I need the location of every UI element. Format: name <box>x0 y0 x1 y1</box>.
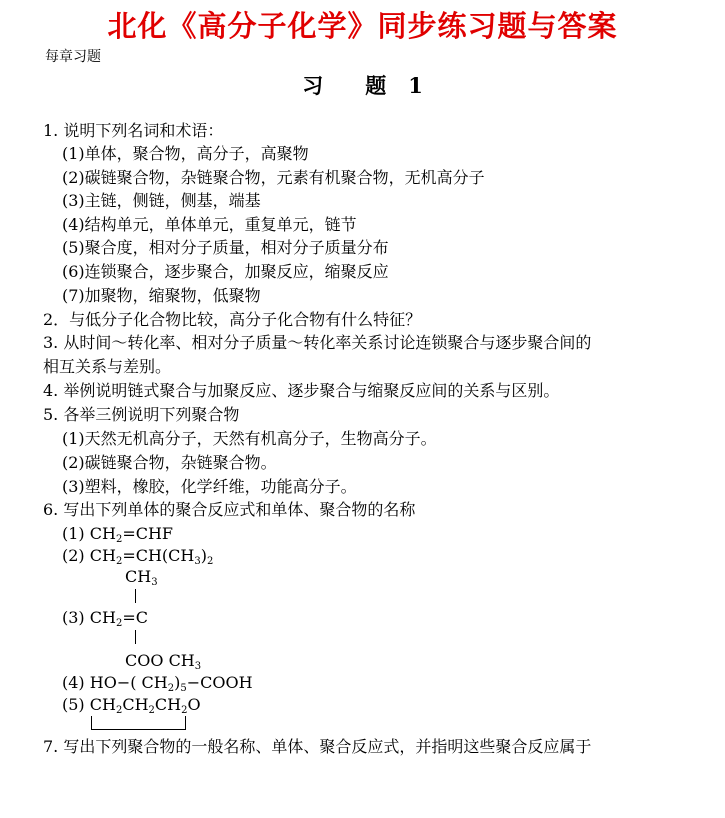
question-7: 7. 写出下列聚合物的一般名称、单体、聚合反应式，并指明这些聚合反应属于 <box>43 737 592 756</box>
question-1-item-6: (6)连锁聚合，逐步聚合，加聚反应，缩聚反应 <box>62 262 389 281</box>
formula-2: (2) $CH_2=CH(CH_3)_2$ <box>62 546 214 567</box>
formula-3-bond-top <box>135 589 136 603</box>
question-1-item-2: (2)碳链聚合物，杂链聚合物，元素有机聚合物，无机高分子 <box>62 168 485 187</box>
formula-5-ring-right <box>185 716 186 730</box>
chapter-heading <box>0 70 725 100</box>
formula-3-substituent-bottom: COO $CH_3$ <box>125 651 202 672</box>
formula-3-main: (3) $CH_2=C$ <box>62 608 148 629</box>
formula-5-ring-bottom <box>91 729 186 730</box>
question-2: 2．与低分子化合物比较，高分子化合物有什么特征？ <box>43 310 422 329</box>
formula-1: (1) $CH_2=CHF$ <box>62 524 174 545</box>
question-5-item-3: (3)塑料，橡胶，化学纤维，功能高分子。 <box>62 477 357 496</box>
question-3-line-1: 3. 从时间～转化率、相对分子质量～转化率关系讨论连锁聚合与逐步聚合间的 <box>43 333 592 352</box>
question-5-item-1: (1)天然无机高分子，天然有机高分子，生物高分子。 <box>62 429 437 448</box>
heading-char-1: 习 <box>302 73 324 98</box>
formula-5-ring-left <box>91 716 92 730</box>
question-1-item-5: (5)聚合度，相对分子质量，相对分子质量分布 <box>62 238 389 257</box>
question-1-item-7: (7)加聚物，缩聚物，低聚物 <box>62 286 261 305</box>
formula-3-bond-bottom <box>135 630 136 644</box>
question-1-item-1: (1)单体，聚合物，高分子，高聚物 <box>62 144 309 163</box>
heading-char-2: 题 <box>365 73 387 98</box>
document-title: 北化《高分子化学》同步练习题与答案 <box>107 9 618 43</box>
question-3-line-2: 相互关系与差别。 <box>43 357 172 376</box>
section-note: 每章习题 <box>45 49 101 65</box>
question-1-item-4: (4)结构单元，单体单元，重复单元，链节 <box>62 215 357 234</box>
formula-5: (5) $CH_2CH_2CH_2O$ <box>62 695 201 716</box>
formula-3-substituent-top: $CH_3$ <box>125 567 158 588</box>
question-5-stem: 5. 各举三例说明下列聚合物 <box>43 405 240 424</box>
question-1-stem: 1. 说明下列名词和术语： <box>43 121 224 140</box>
question-5-item-2: (2)碳链聚合物，杂链聚合物。 <box>62 453 277 472</box>
heading-number: 1 <box>408 73 423 98</box>
question-1-item-3: (3)主链，侧链，侧基，端基 <box>62 191 261 210</box>
question-4: 4. 举例说明链式聚合与加聚反应、逐步聚合与缩聚反应间的关系与区别。 <box>43 381 560 400</box>
formula-4: (4) HO−( $CH_2)_5-COOH$ <box>62 673 253 694</box>
question-6-stem: 6. 写出下列单体的聚合反应式和单体、聚合物的名称 <box>43 500 416 519</box>
